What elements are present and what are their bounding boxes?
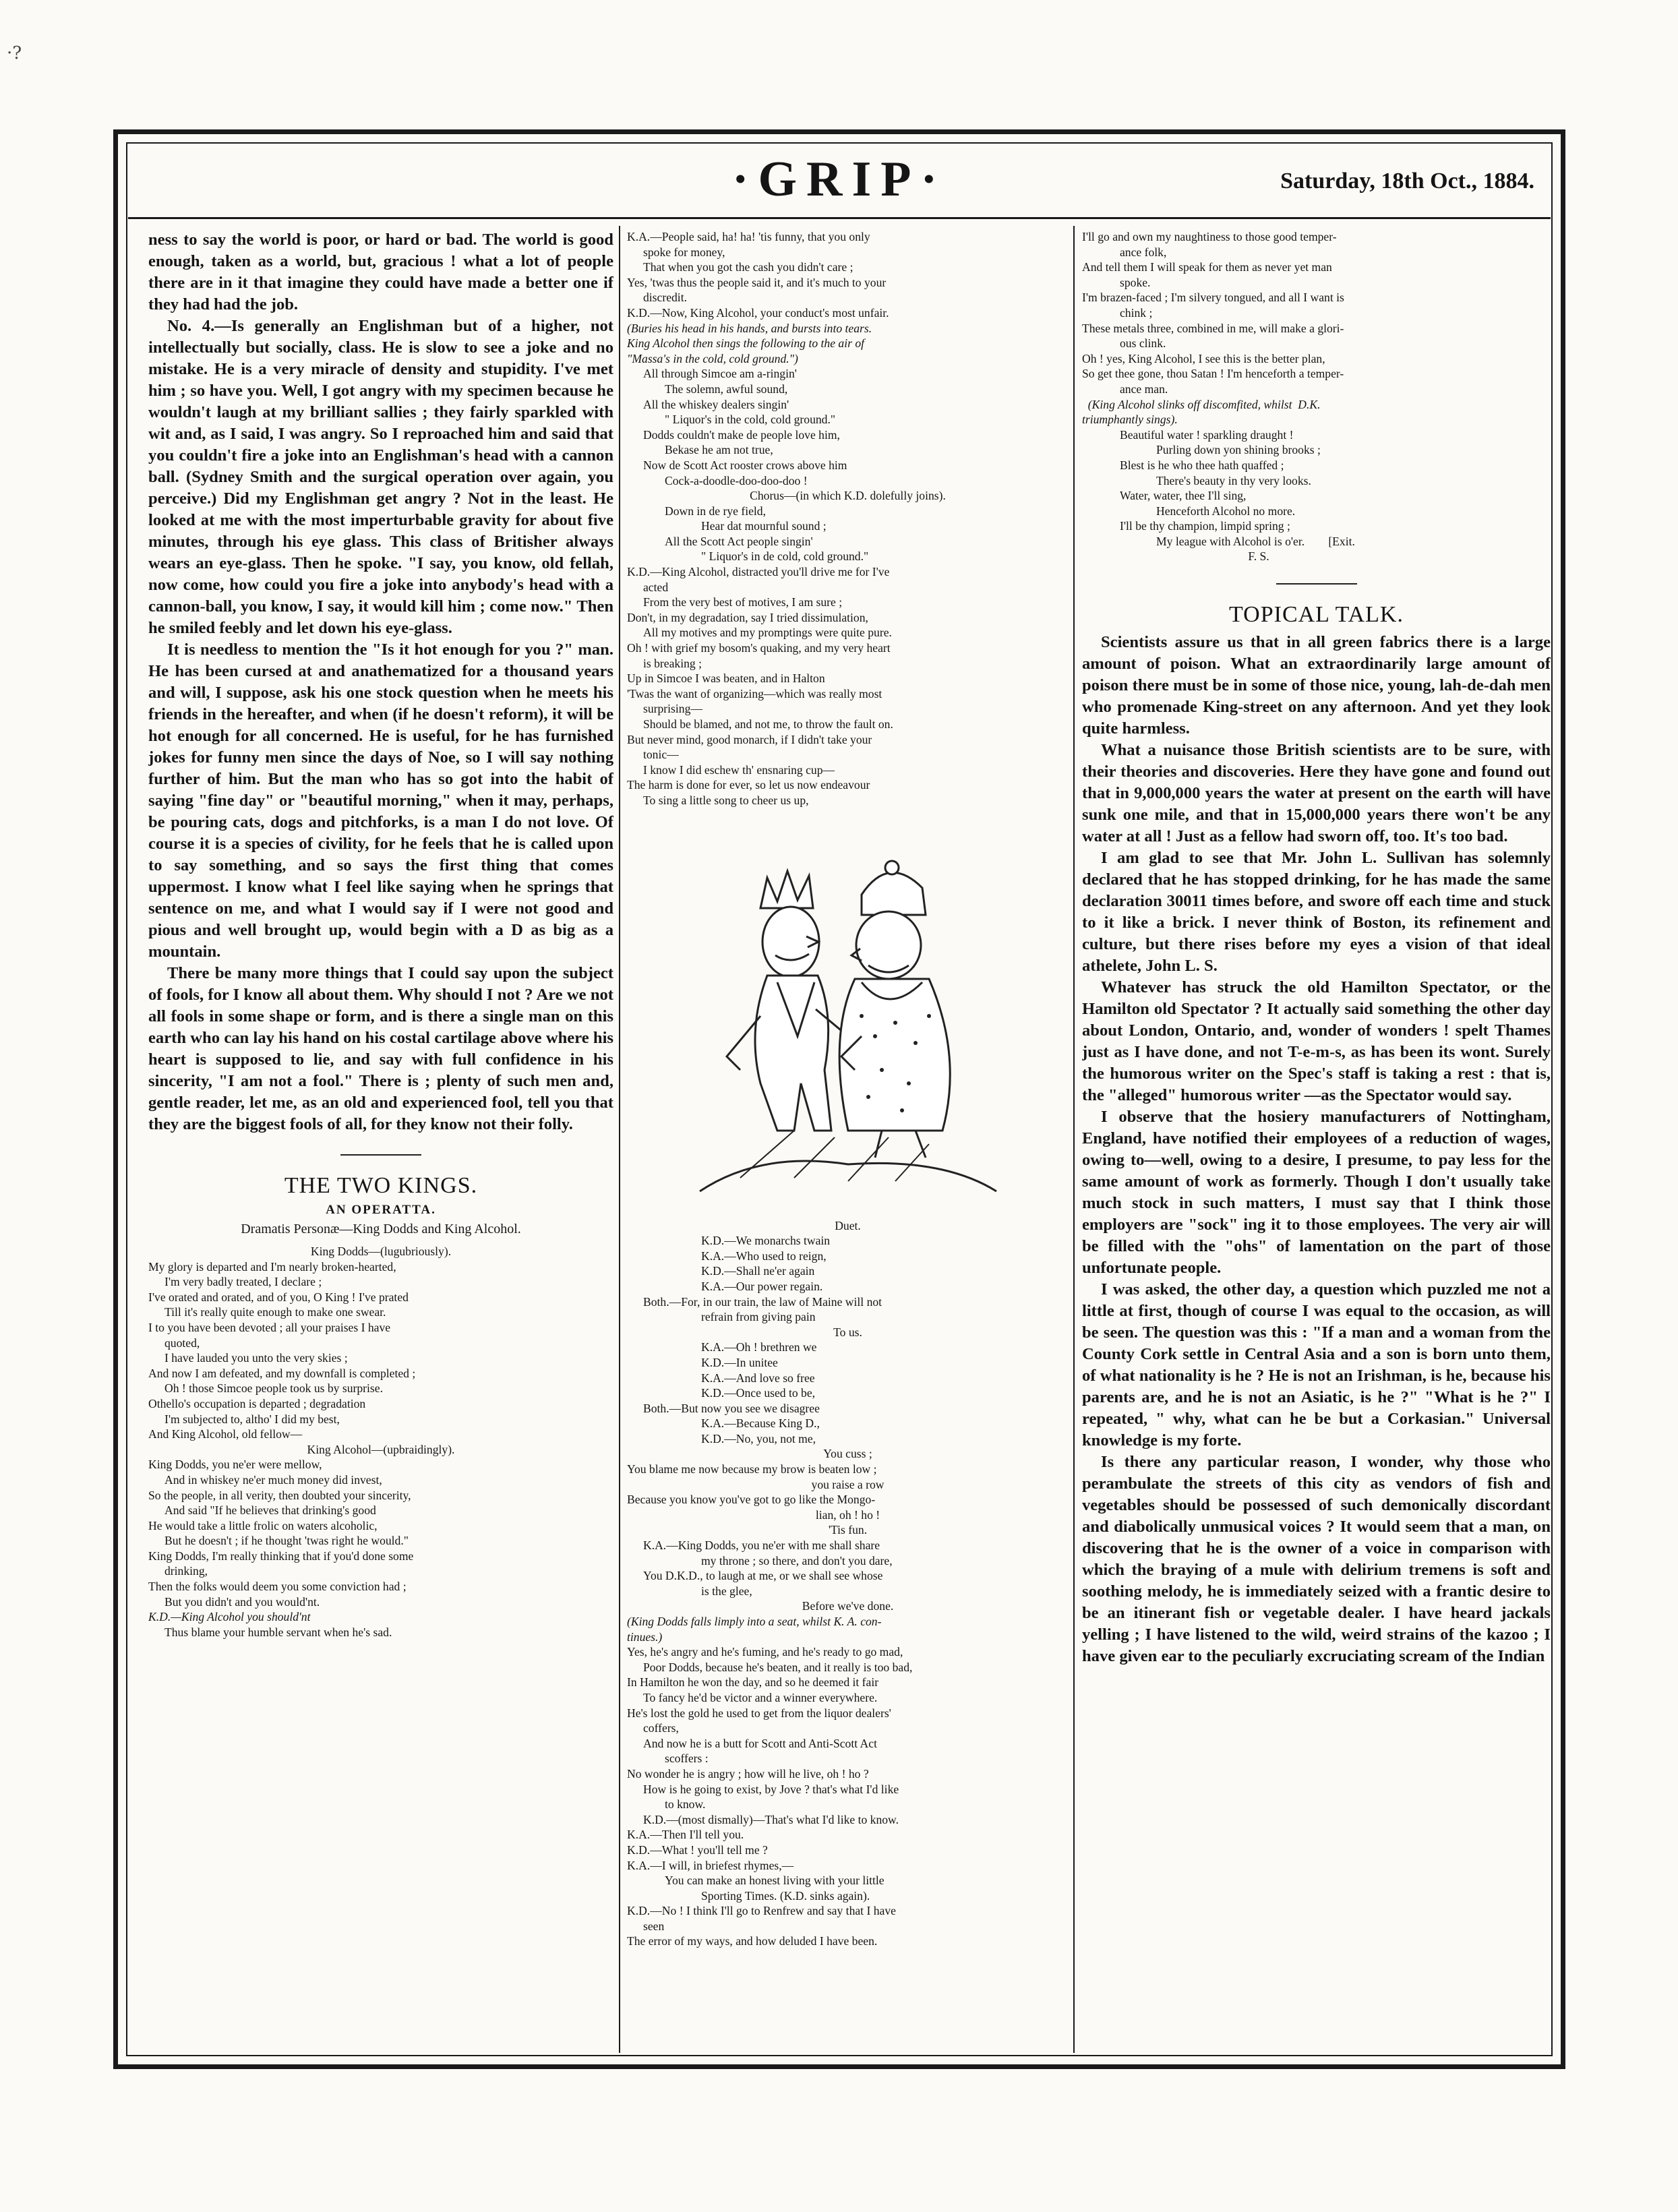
verse-line: K.A.—I will, in briefest rhymes,— [627,1858,794,1872]
verse-line: " Liquor's in the cold, cold ground." [665,413,836,427]
verse-line: You blame me now because my brow is beaten low ; [627,1462,877,1476]
verse-line: Because you know you've got to go like the Mongo- [627,1493,876,1507]
verse-line: In Hamilton he won the day, and so he deemed it fair [627,1675,879,1690]
verse-line: My glory is departed and I'm nearly broken-hearted, [148,1259,396,1274]
verse-line: 'Twas the want of organizing—which was really most [627,686,882,700]
verse-line: And King Alcohol, old fellow— [148,1427,303,1441]
paragraph: What a nuisance those British scientists are to be sure, with their theories and discoveries. Here they have gone and found out that in 9,000,000 years the water at present on the earth will have sunk one mile, and that in 15,000,000 years there won't be any water at all ! Just as a fellow had sworn off, too. It's too bad. [1082,741,1551,846]
verse-line: seen [643,1919,665,1933]
verse-line: K.D.—What ! you'll tell me ? [627,1843,768,1857]
verse-line: My league with Alcohol is o'er. [Exit. [1156,534,1355,548]
verse-line: Bekase he am not true, [665,443,773,457]
verse-line: K.A.—King Dodds, you ne'er with me shall share [643,1538,880,1553]
verse-line: But never mind, good monarch, if I didn't take your [627,732,872,746]
verse-block [148,1244,613,1640]
two-kings-cartoon [659,814,1037,1212]
verse-line: And now he is a butt for Scott and Anti-Scott Act [643,1736,877,1750]
verse-line: The error of my ways, and how deluded I have been. [627,1934,878,1948]
verse-line: You can make an honest living with your little [665,1874,885,1888]
paragraph: Whatever has struck the old Hamilton Spectator, or the Hamilton old Spectator ? It actually said something the other day about London, Ontario, and, wonder of wonders ! spelt Thames just as I have done, and not T-e-m-s, as has been its wont. Surely the humorous writer on the Spec's staff is taking a rest : that is, the "alleged" humorous writer —as the Spectator would say. [1082,978,1551,1105]
verse-line: refrain from giving pain [701,1310,816,1324]
verse-line: All my motives and my promptings were quite pure. [643,626,892,640]
verse-line: I've orated and orated, and of you, O King ! I've prated [148,1290,409,1304]
verse-line: You D.K.D., to laugh at me, or we shall see whose [643,1569,883,1583]
verse-line: There's beauty in thy very looks. [1156,473,1311,487]
verse-line: Duet. [835,1218,861,1232]
verse-line: is the glee, [701,1584,752,1598]
article-heading: THE TWO KINGS. [284,1173,478,1198]
verse-line: " Liquor's in de cold, cold ground." [701,549,869,564]
verse-line: I'm very badly treated, I declare ; [164,1275,322,1289]
verse-line: K.D.—King Alcohol, distracted you'll drive me for I've [627,565,890,579]
verse-line: And tell them I will speak for them as never yet man [1082,260,1332,274]
verse-line: tonic— [643,748,679,762]
verse-line: King Dodds—(lugubriously). [310,1245,452,1258]
verse-line: Blest is he who thee hath quaffed ; [1120,458,1284,472]
verse-line: my throne ; so there, and don't you dare, [701,1553,893,1567]
verse-line: I know I did eschew th' ensnaring cup— [643,763,835,777]
verse-line: discredit. [643,291,687,305]
verse-line: K.D.—In unitee [701,1355,778,1369]
verse-line: He would take a little frolic on waters alcoholic, [148,1518,378,1532]
verse-line: But you didn't and you would'nt. [164,1594,320,1609]
verse-line: So get thee gone, thou Satan ! I'm henceforth a temper- [1082,367,1344,381]
verse-line: To us. [833,1325,862,1339]
fools-article [148,229,613,1135]
verse-line: Oh ! with grief my bosom's quaking, and my very heart [627,641,891,655]
verse-line: chink ; [1120,305,1153,320]
paragraph: I observe that the hosiery manufacturers of Nottingham, England, have notified their employees of a reduction of wages, owing to—well, owing to a desire, I presume, to pay less for the same amount of work as formerly. Though I don't usually take much stock in such matters, I must say that I think those employers are "sock" ing it to those employees. The very air will be filled with the "ohs" of lamentation on the part of those unfortunate people. [1082,1108,1551,1278]
verse-line: The solemn, awful sound, [665,382,788,396]
verse-line: King Alcohol then sings the following to the air of [627,336,865,351]
verse-line: scoffers : [665,1752,709,1766]
verse-line: Beautiful water ! sparkling draught ! [1120,427,1294,442]
verse-line: K.A.—Because King D., [701,1416,820,1431]
verse-line: K.D.—Once used to be, [701,1386,816,1400]
verse-line: Dodds couldn't make de people love him, [643,427,840,442]
article-subheading: AN OPERATTA. [326,1203,436,1217]
verse-line: He's lost the gold he used to get from the liquor dealers' [627,1706,891,1720]
topical-talk-article [1082,632,1551,1667]
paragraph: No. 4.—Is generally an Englishman but of a higher, not intellectually but socially, class. He is slow to see a joke and no mistake. He is a very miracle of density and stupidity. I've met him ; so have you. Well, I got angry with my specimen because he wouldn't laugh at my brilliant sallies ; they fairly sparkled with wit and, as I said, I was angry. So I reproached him and said that you couldn't fire a joke into an Englishman's head with a cannon ball. (Sydney Smith and the surgical operation over again, you perceive.) Did my Englishman get angry ? Not in the least. He looked at me with the most imperturbable gravity for about five minutes, through his eye glass. This class of Britisher always wears an eye-glass. Then he spoke. "I say, you know, old fellah, now come, how could you fire a joke into anybody's head with a cannon-ball, you know, I say, it would kill him ; come now." Then he smiled feebly and let down his eye-glass. [148,317,613,637]
column-1 [148,229,613,2050]
paragraph: It is needless to mention the "Is it hot enough for you ?" man. He has been cursed at and anathematized for a thousand years and will, I suppose, ask his one stock question when he meets his friends in the hereafter, and when (if he doesn't reform), it will be hot enough for all concerned. He is useful, for he has furnished jokes for funny men since the days of Noe, so I will say nothing further of him. But the man who has so got into the habit of saying "fine day" or "beautiful morning," when it may, perhaps, be pouring cats, dogs and pitchforks, is a man I do not love. Of course it is a species of civility, for he feels that he is called upon to say something, and so says the first thing that comes uppermost. I know what I feel like saying when he springs that sentence on me, and what I would say if I were not good and pious and well brought up, would begin with a D as big as a mountain. [148,640,613,961]
paragraph: Is there any particular reason, I wonder, why those who perambulate the streets of this city as vendors of fish and vegetables should be possessed of such demonically discordant and diabolically unmusical voices ? It would seem that a man, on discovering that he is the owner of a voice in comparison with which the braying of a mule with delirium tremens is soft and soothing melody, he is immediately seized with a frantic desire to be an itinerant fish or vegetable dealer. I have heard jackals yelling ; I have listened to the wild, weird strains of the kazoo ; I have given ear to the peculiarly excruciating scream of the Indian [1082,1453,1551,1666]
verse-line: You cuss ; [823,1447,872,1461]
verse-line: is breaking ; [643,656,702,670]
verse-line: From the very best of motives, I am sure ; [643,595,843,609]
verse-line: K.A.—Our power regain. [701,1279,823,1293]
verse-line: (King Alcohol slinks off discomfited, whilst D.K. [1082,397,1321,411]
verse-line: Then the folks would deem you some conviction had ; [148,1580,407,1594]
verse-line: Othello's occupation is departed ; degradation [148,1396,366,1410]
verse-line: Don't, in my degradation, say I tried dissimulation, [627,610,868,624]
verse-line: Chorus—(in which K.D. dolefully joins). [750,489,946,503]
verse-line: K.A.—People said, ha! ha! 'tis funny, that you only [627,230,870,243]
verse-line: And said "If he believes that drinking's good [164,1503,376,1518]
verse-line: Cock-a-doodle-doo-doo-doo ! [665,473,808,487]
verse-line: To sing a little song to cheer us up, [643,793,809,807]
verse-line: ance man. [1120,382,1168,396]
verse-line: Purling down yon shining brooks ; [1156,443,1321,457]
verse-line: All through Simcoe am a-ringin' [643,367,797,381]
verse-line: drinking, [164,1564,208,1578]
verse-line: I have lauded you unto the very skies ; [164,1351,348,1365]
verse-line: The harm is done for ever, so let us now endeavour [627,778,870,792]
verse-line: King Dodds, I'm really thinking that if you'd done some [148,1549,414,1563]
verse-line: I to you have been devoted ; all your praises I have [148,1320,391,1334]
verse-line: So the people, in all verity, then doubted your sincerity, [148,1488,411,1502]
verse-line: No wonder he is angry ; how will he live, oh ! ho ? [627,1766,869,1781]
verse-line: I'll go and own my naughtiness to those good temper- [1082,230,1337,243]
verse-line: Poor Dodds, because he's beaten, and it really is too bad, [643,1660,913,1674]
verse-line: to know. [665,1797,706,1812]
verse-line: acted [643,580,669,594]
verse-line: King Alcohol—(upbraidingly). [307,1442,455,1456]
paragraph: There be many more things that I could say upon the subject of fools, for I know all about them. Why should I not ? Are we not all fools in some shape or form, and is there a single man on this earth who can lay his hand on his costal cartilage above where his heart is supposed to lie, and say with full confidence in his sincerity, "I am not a fool." There is ; plenty of such men and, gentle reader, let me, as an old and experienced fool, tell you that they are the biggest fools of all, for they know not their folly. [148,964,613,1133]
verse-line: Both.—For, in our train, the law of Maine will not [643,1294,882,1309]
masthead-date: Saturday, 18th Oct., 1884. [1280,169,1534,193]
column-rule [619,226,620,2053]
verse-line: That when you got the cash you didn't care ; [643,260,853,274]
verse-line: Henceforth Alcohol no more. [1156,504,1296,518]
verse-line: "Massa's in the cold, cold ground.") [627,351,798,365]
verse-line: K.A.—Then I'll tell you. [627,1828,744,1842]
verse-line: Sporting Times. (K.D. sinks again). [701,1888,870,1903]
verse-block [1082,229,1551,564]
verse-line: And in whiskey ne'er much money did invest, [164,1472,382,1487]
verse-line: To fancy he'd be victor and a winner everywhere. [643,1690,878,1704]
verse-line: Water, water, thee I'll sing, [1120,489,1247,503]
verse-line: Yes, 'twas thus the people said it, and it's much to your [627,275,887,289]
verse-line: King Dodds, you ne'er were mellow, [148,1458,322,1472]
verse-block [627,1218,1069,1950]
verse-line: K.D.—Now, King Alcohol, your conduct's most unfair. [627,305,889,320]
verse-block [627,229,1069,808]
masthead [128,142,1551,219]
verse-line: How is he going to exist, by Jove ? that's what I'd like [643,1782,899,1796]
verse-line: K.D.—No ! I think I'll go to Renfrew and say that I have [627,1904,896,1918]
verse-line: lian, oh ! ho ! [815,1507,880,1522]
verse-line: (King Dodds falls limply into a seat, whilst K. A. con- [627,1615,882,1628]
verse-line: spoke for money, [643,245,725,259]
verse-line: ance folk, [1120,245,1167,259]
verse-line: K.D.—Shall ne'er again [701,1264,815,1278]
verse-line: All the whiskey dealers singin' [643,397,789,411]
divider [1276,583,1357,585]
verse-line: I'm subjected to, altho' I did my best, [164,1412,340,1426]
verse-line: K.D.—(most dismally)—That's what I'd like to know. [643,1812,899,1826]
verse-line: K.D.—No, you, not me, [701,1431,816,1445]
verse-line: you raise a row [811,1477,885,1491]
paragraph: I am glad to see that Mr. John L. Sullivan has solemnly declared that he has stopped drinking, for he has made the same declaration 30011 times before, and swore off each time and stuck to it like a brick. I never think of Boston, its refinement and culture, but there rises before my eyes a vision of that ideal athelete, John L. S. [1082,849,1551,976]
verse-line: Now de Scott Act rooster crows above him [643,458,847,472]
verse-line: Both.—But now you see we disagree [643,1401,820,1415]
article-heading: TOPICAL TALK. [1229,602,1404,628]
paragraph: Scientists assure us that in all green fabrics there is a large amount of poison. What an extraordinarily large amount of poison there must be in some of those nice, young, lah-de-dah men who promenade King-street on any afternoon. And yet they look quite harmless. [1082,633,1551,738]
masthead-title: ·GRIP· [731,152,947,207]
verse-line: Up in Simcoe I was beaten, and in Halton [627,671,825,686]
verse-line: These metals three, combined in me, will make a glori- [1082,321,1344,335]
dramatis-personae: Dramatis Personæ—King Dodds and King Alcohol. [241,1222,521,1236]
verse-line: (Buries his head in his hands, and bursts into tears. [627,321,872,335]
verse-line: quoted, [164,1336,200,1350]
divider [340,1154,421,1156]
verse-line: Down in de rye field, [665,504,766,518]
verse-line: triumphantly sings). [1082,413,1178,427]
verse-line: K.D.—We monarchs twain [701,1234,831,1248]
verse-line: Yes, he's angry and he's fuming, and he's ready to go mad, [627,1645,903,1659]
verse-line: Till it's really quite enough to make one swear. [164,1305,386,1319]
verse-line: I'll be thy champion, limpid spring ; [1120,519,1290,533]
column-3 [1082,229,1551,2050]
verse-line: And now I am defeated, and my downfall is completed ; [148,1366,416,1380]
verse-line: K.A.—Who used to reign, [701,1249,827,1263]
verse-line: coffers, [643,1721,679,1735]
verse-line: Hear dat mournful sound ; [701,519,827,533]
verse-line: K.D.—King Alcohol you should'nt [148,1610,311,1624]
verse-line: Oh ! yes, King Alcohol, I see this is the better plan, [1082,351,1325,365]
verse-line: But he doesn't ; if he thought 'twas right he would." [164,1534,409,1548]
paragraph: I was asked, the other day, a question which puzzled me not a little at first, though of course I was equal to the occasion, as will be seen. The question was this : "If a man and a woman from the County Cork settle in Central Asia and a son is born unto them, of what nationality is he ? He is not an Irishman, is he, because his parents are, and he is not an Asiatic, is he ?" "What is he ?" I repeated, " why, what can he be but a Corkasian." Universal knowledge is my forte. [1082,1280,1551,1450]
verse-line: Should be blamed, and not me, to throw the fault on. [643,717,893,731]
verse-line: surprising— [643,702,702,716]
verse-line: All the Scott Act people singin' [665,534,813,548]
verse-line: ous clink. [1120,336,1166,351]
verse-line: tinues.) [627,1630,663,1644]
paragraph: ness to say the world is poor, or hard or bad. The world is good enough, taken as a world, but, gracious ! what a lot of people there are in it that imagine they could have made a better one if they had had the job. [148,231,613,313]
verse-line: Oh ! those Simcoe people took us by surprise. [164,1381,383,1396]
verse-line: K.A.—And love so free [701,1371,815,1385]
verse-line: I'm brazen-faced ; I'm silvery tongued, and all I want is [1082,291,1344,305]
verse-line: Before we've done. [802,1599,894,1613]
verse-line: spoke. [1120,275,1151,289]
verse-line: K.A.—Oh ! brethren we [701,1340,817,1354]
verse-line: 'Tis fun. [828,1523,868,1537]
column-rule [1073,226,1075,2053]
verse-line: Thus blame your humble servant when he's sad. [164,1625,392,1639]
column-2 [627,229,1069,2050]
verse-line: F. S. [1082,549,1269,564]
corner-mark: ·? [7,43,22,63]
